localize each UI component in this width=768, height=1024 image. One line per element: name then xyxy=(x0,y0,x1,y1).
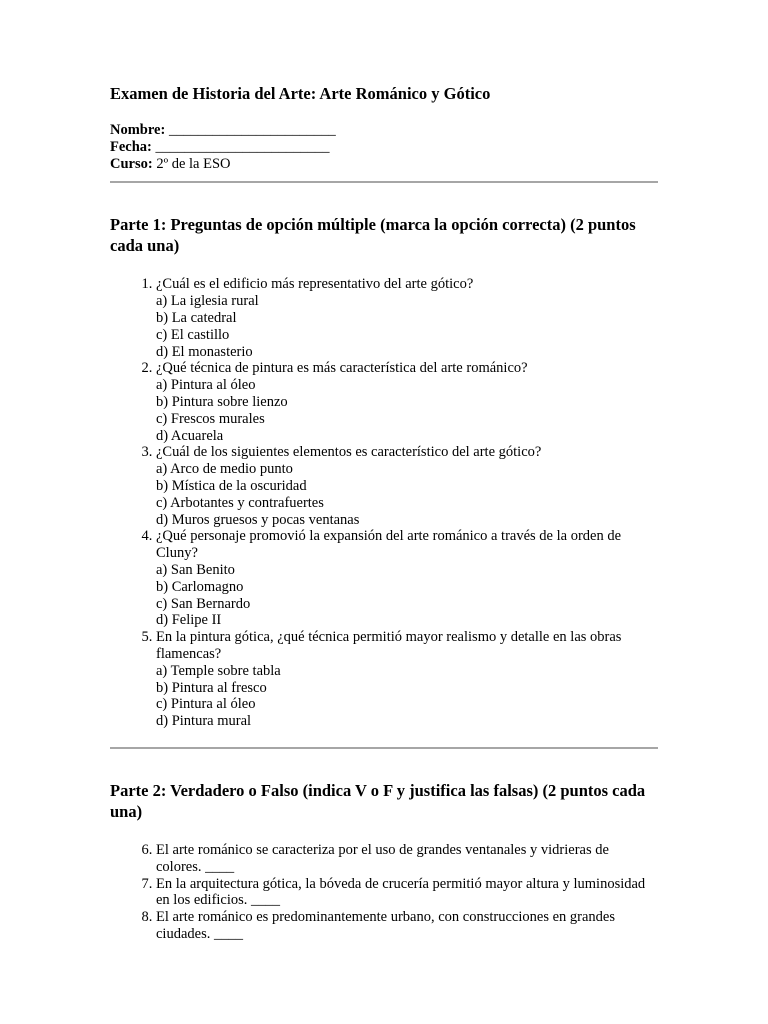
answer-option: a) Temple sobre tabla xyxy=(156,662,281,679)
multiple-choice-list xyxy=(110,276,658,730)
answer-option: b) Carlomagno xyxy=(156,578,244,595)
question-text: ¿Qué personaje promovió la expansión del arte románico a través de la orden de Cluny? xyxy=(156,528,622,562)
answer-option: c) Pintura al óleo xyxy=(156,696,256,713)
answer-option: a) La iglesia rural xyxy=(156,293,259,310)
curso-label: Curso: xyxy=(110,155,153,172)
student-info xyxy=(110,122,658,172)
fecha-label: Fecha: xyxy=(110,138,152,155)
question-item xyxy=(156,360,658,444)
question-text: ¿Cuál es el edificio más representativo del arte gótico? xyxy=(156,276,474,293)
statement-item: 6. El arte románico se caracteriza por el uso de grandes ventanales y vidrieras de colores. ____ xyxy=(156,842,658,876)
question-item xyxy=(156,528,658,629)
answer-option: a) Pintura al óleo xyxy=(156,377,256,394)
answer-option: b) Mística de la oscuridad xyxy=(156,477,307,494)
statement-item: 7. En la arquitectura gótica, la bóveda de crucería permitió mayor altura y luminosidad en los edificios. ____ xyxy=(156,876,658,910)
answer-option: a) Arco de medio punto xyxy=(156,461,293,478)
answer-option: b) Pintura sobre lienzo xyxy=(156,393,288,410)
exam-title: Examen de Historia del Arte: Arte Románico y Gótico xyxy=(110,84,491,103)
curso-value: 2º de la ESO xyxy=(152,155,231,172)
answer-option: c) Arbotantes y contrafuertes xyxy=(156,494,324,511)
answer-option: a) San Benito xyxy=(156,561,235,578)
question-item xyxy=(156,444,658,528)
answer-option: d) Pintura mural xyxy=(156,713,252,730)
answer-option: c) San Bernardo xyxy=(156,595,251,612)
fecha-blank: ________________________ xyxy=(151,138,330,155)
answer-option: d) Felipe II xyxy=(156,612,222,629)
part2-title: Parte 2: Verdadero o Falso (indica V o F y justifica las falsas) (2 puntos cada una) xyxy=(110,780,646,821)
nombre-line xyxy=(110,122,658,139)
statement-item: 8. El arte románico es predominantemente urbano, con construcciones en grandes ciudades. ____ xyxy=(156,909,658,943)
answer-option: c) El castillo xyxy=(156,326,230,343)
question-text: ¿Cuál de los siguientes elementos es característico del arte gótico? xyxy=(156,444,542,461)
answer-option: b) La catedral xyxy=(156,309,237,326)
question-text: ¿Qué técnica de pintura es más característica del arte románico? xyxy=(156,360,528,377)
answer-option: d) El monasterio xyxy=(156,343,253,360)
divider xyxy=(110,181,658,183)
nombre-label: Nombre: xyxy=(110,122,166,138)
answer-option: c) Frescos murales xyxy=(156,410,265,427)
true-false-list xyxy=(110,842,658,943)
divider xyxy=(110,747,658,749)
fecha-line xyxy=(110,139,658,156)
answer-option: d) Acuarela xyxy=(156,427,224,444)
answer-option: b) Pintura al fresco xyxy=(156,679,267,696)
part1-title: Parte 1: Preguntas de opción múltiple (marca la opción correcta) (2 puntos cada una) xyxy=(110,215,636,256)
question-item xyxy=(156,276,658,360)
exam-document xyxy=(110,82,658,943)
question-item xyxy=(156,629,658,730)
answer-option: d) Muros gruesos y pocas ventanas xyxy=(156,511,360,528)
question-text: En la pintura gótica, ¿qué técnica permitió mayor realismo y detalle en las obras flamencas? xyxy=(156,629,622,662)
curso-line xyxy=(110,156,658,173)
nombre-blank: _______________________ xyxy=(165,122,336,138)
